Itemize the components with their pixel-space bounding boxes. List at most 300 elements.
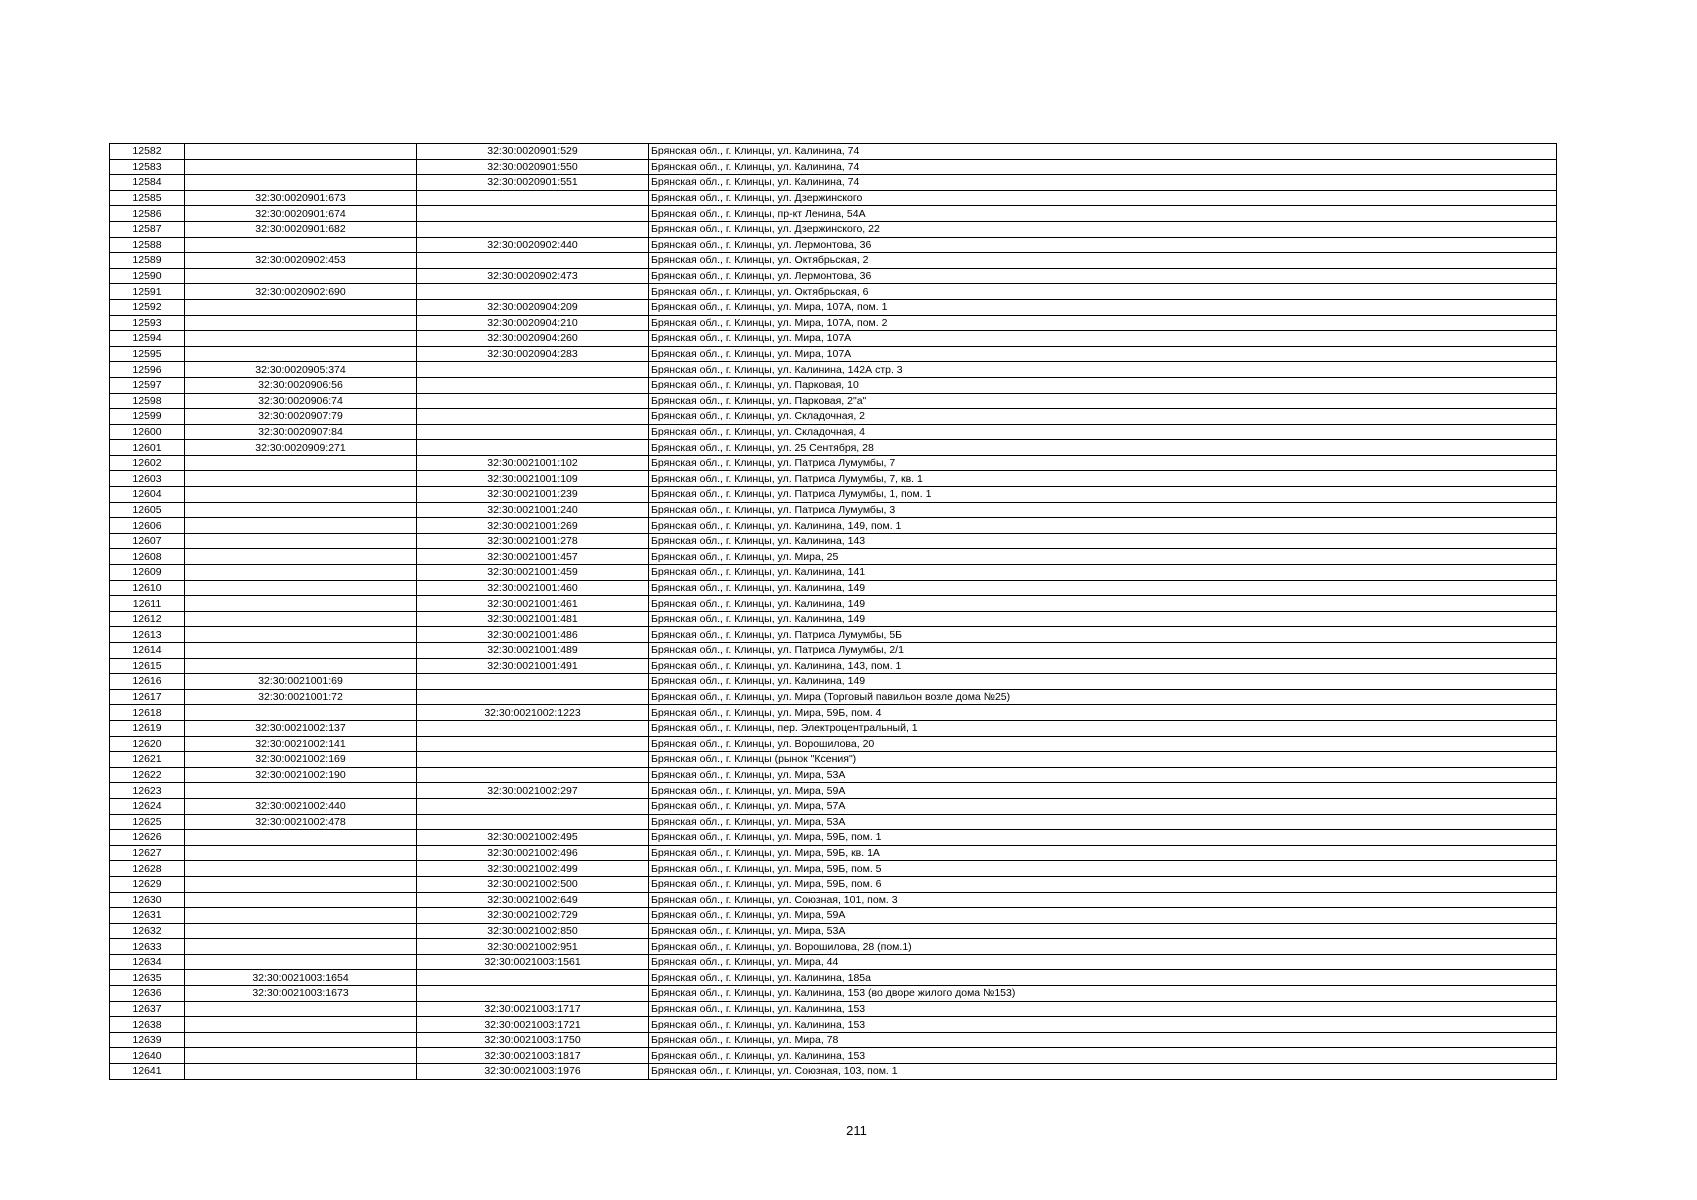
cadastral-number-alt-cell: 32:30:0021001:481 bbox=[417, 611, 649, 627]
cadastral-number-alt-cell: 32:30:0020901:551 bbox=[417, 175, 649, 191]
cadastral-number-alt-cell bbox=[417, 689, 649, 705]
table-row bbox=[110, 970, 1557, 986]
cadastral-number-cell bbox=[185, 892, 417, 908]
row-number-cell: 12631 bbox=[110, 908, 185, 924]
row-number-cell: 12597 bbox=[110, 377, 185, 393]
row-number-cell: 12603 bbox=[110, 471, 185, 487]
cadastral-number-alt-cell: 32:30:0021003:1561 bbox=[417, 954, 649, 970]
table-row bbox=[110, 720, 1557, 736]
row-number-cell: 12604 bbox=[110, 487, 185, 503]
address-cell: Брянская обл., г. Клинцы, ул. 25 Сентября, 28 bbox=[649, 440, 1557, 456]
address-cell: Брянская обл., г. Клинцы, ул. Союзная, 101, пом. 3 bbox=[649, 892, 1557, 908]
cadastral-number-cell bbox=[185, 705, 417, 721]
address-cell: Брянская обл., г. Клинцы, ул. Мира, 59Б, кв. 1А bbox=[649, 845, 1557, 861]
cadastral-number-alt-cell: 32:30:0021002:850 bbox=[417, 923, 649, 939]
address-cell: Брянская обл., г. Клинцы, ул. Мира, 59Б, пом. 1 bbox=[649, 830, 1557, 846]
row-number-cell: 12614 bbox=[110, 643, 185, 659]
row-number-cell: 12591 bbox=[110, 284, 185, 300]
address-cell: Брянская обл., г. Клинцы, ул. Мира, 59А bbox=[649, 783, 1557, 799]
table-row bbox=[110, 440, 1557, 456]
cadastral-number-cell bbox=[185, 580, 417, 596]
row-number-cell: 12618 bbox=[110, 705, 185, 721]
address-cell: Брянская обл., г. Клинцы, ул. Ворошилова, 28 (пом.1) bbox=[649, 939, 1557, 955]
row-number-cell: 12617 bbox=[110, 689, 185, 705]
cadastral-number-cell bbox=[185, 518, 417, 534]
row-number-cell: 12639 bbox=[110, 1032, 185, 1048]
row-number-cell: 12598 bbox=[110, 393, 185, 409]
table-row bbox=[110, 861, 1557, 877]
address-cell: Брянская обл., г. Клинцы, ул. Патриса Лумумбы, 7, кв. 1 bbox=[649, 471, 1557, 487]
row-number-cell: 12600 bbox=[110, 424, 185, 440]
cadastral-number-alt-cell bbox=[417, 409, 649, 425]
cadastral-number-cell: 32:30:0020901:673 bbox=[185, 190, 417, 206]
cadastral-number-cell bbox=[185, 908, 417, 924]
cadastral-number-cell bbox=[185, 627, 417, 643]
cadastral-number-alt-cell: 32:30:0020904:209 bbox=[417, 299, 649, 315]
cadastral-number-alt-cell: 32:30:0021001:109 bbox=[417, 471, 649, 487]
row-number-cell: 12583 bbox=[110, 159, 185, 175]
row-number-cell: 12626 bbox=[110, 830, 185, 846]
address-cell: Брянская обл., г. Клинцы, ул. Калинина, 149, пом. 1 bbox=[649, 518, 1557, 534]
table-row bbox=[110, 705, 1557, 721]
address-cell: Брянская обл., г. Клинцы, ул. Союзная, 103, пом. 1 bbox=[649, 1064, 1557, 1080]
cadastral-number-cell: 32:30:0021003:1654 bbox=[185, 970, 417, 986]
address-cell: Брянская обл., г. Клинцы, ул. Мира, 44 bbox=[649, 954, 1557, 970]
cadastral-number-cell bbox=[185, 487, 417, 503]
cadastral-number-alt-cell bbox=[417, 424, 649, 440]
row-number-cell: 12637 bbox=[110, 1001, 185, 1017]
address-cell: Брянская обл., г. Клинцы, ул. Калинина, 149 bbox=[649, 674, 1557, 690]
table-row bbox=[110, 814, 1557, 830]
table-row bbox=[110, 221, 1557, 237]
row-number-cell: 12621 bbox=[110, 752, 185, 768]
cadastral-number-alt-cell: 32:30:0021001:491 bbox=[417, 658, 649, 674]
cadastral-number-alt-cell bbox=[417, 377, 649, 393]
row-number-cell: 12585 bbox=[110, 190, 185, 206]
table-row bbox=[110, 331, 1557, 347]
cadastral-number-alt-cell bbox=[417, 393, 649, 409]
address-cell: Брянская обл., г. Клинцы, ул. Калинина, 149 bbox=[649, 580, 1557, 596]
cadastral-number-alt-cell: 32:30:0021002:495 bbox=[417, 830, 649, 846]
row-number-cell: 12635 bbox=[110, 970, 185, 986]
table-row bbox=[110, 674, 1557, 690]
cadastral-number-alt-cell bbox=[417, 221, 649, 237]
cadastral-number-alt-cell: 32:30:0021001:461 bbox=[417, 596, 649, 612]
cadastral-number-cell: 32:30:0021003:1673 bbox=[185, 986, 417, 1002]
address-cell: Брянская обл., г. Клинцы, ул. Ворошилова, 20 bbox=[649, 736, 1557, 752]
cadastral-number-alt-cell: 32:30:0021001:240 bbox=[417, 502, 649, 518]
row-number-cell: 12605 bbox=[110, 502, 185, 518]
address-cell: Брянская обл., г. Клинцы, ул. Калинина, 185а bbox=[649, 970, 1557, 986]
table-row bbox=[110, 689, 1557, 705]
table-row bbox=[110, 736, 1557, 752]
address-cell: Брянская обл., г. Клинцы, ул. Лермонтова, 36 bbox=[649, 237, 1557, 253]
table-row bbox=[110, 175, 1557, 191]
address-cell: Брянская обл., г. Клинцы, ул. Мира, 57А bbox=[649, 798, 1557, 814]
row-number-cell: 12630 bbox=[110, 892, 185, 908]
table-row bbox=[110, 752, 1557, 768]
address-cell: Брянская обл., г. Клинцы, ул. Мира, 59Б, пом. 4 bbox=[649, 705, 1557, 721]
table-row bbox=[110, 876, 1557, 892]
cadastral-number-cell: 32:30:0020902:453 bbox=[185, 253, 417, 269]
table-row bbox=[110, 1064, 1557, 1080]
table-row bbox=[110, 409, 1557, 425]
row-number-cell: 12625 bbox=[110, 814, 185, 830]
cadastral-number-cell: 32:30:0021002:440 bbox=[185, 798, 417, 814]
table-row bbox=[110, 206, 1557, 222]
row-number-cell: 12594 bbox=[110, 331, 185, 347]
table-row bbox=[110, 299, 1557, 315]
row-number-cell: 12601 bbox=[110, 440, 185, 456]
cadastral-number-alt-cell: 32:30:0021003:1721 bbox=[417, 1017, 649, 1033]
table-row bbox=[110, 518, 1557, 534]
cadastral-number-alt-cell bbox=[417, 986, 649, 1002]
address-cell: Брянская обл., г. Клинцы, ул. Мира, 53А bbox=[649, 767, 1557, 783]
cadastral-number-cell bbox=[185, 455, 417, 471]
registry-table bbox=[109, 143, 1557, 1080]
table-row bbox=[110, 845, 1557, 861]
row-number-cell: 12599 bbox=[110, 409, 185, 425]
table-row bbox=[110, 424, 1557, 440]
address-cell: Брянская обл., г. Клинцы, ул. Калинина, 143 bbox=[649, 533, 1557, 549]
cadastral-number-cell: 32:30:0021002:190 bbox=[185, 767, 417, 783]
cadastral-number-alt-cell: 32:30:0021002:729 bbox=[417, 908, 649, 924]
address-cell: Брянская обл., г. Клинцы, ул. Патриса Лумумбы, 5Б bbox=[649, 627, 1557, 643]
table-row bbox=[110, 908, 1557, 924]
table-row bbox=[110, 346, 1557, 362]
table-row bbox=[110, 627, 1557, 643]
row-number-cell: 12608 bbox=[110, 549, 185, 565]
cadastral-number-cell bbox=[185, 861, 417, 877]
table-row bbox=[110, 580, 1557, 596]
address-cell: Брянская обл., г. Клинцы, ул. Лермонтова, 36 bbox=[649, 268, 1557, 284]
cadastral-number-cell bbox=[185, 549, 417, 565]
table-row bbox=[110, 268, 1557, 284]
address-cell: Брянская обл., г. Клинцы, ул. Дзержинского bbox=[649, 190, 1557, 206]
address-cell: Брянская обл., г. Клинцы, ул. Складочная, 4 bbox=[649, 424, 1557, 440]
row-number-cell: 12628 bbox=[110, 861, 185, 877]
address-cell: Брянская обл., г. Клинцы, ул. Дзержинского, 22 bbox=[649, 221, 1557, 237]
table-row bbox=[110, 284, 1557, 300]
cadastral-number-cell bbox=[185, 939, 417, 955]
address-cell: Брянская обл., г. Клинцы, ул. Калинина, 74 bbox=[649, 159, 1557, 175]
cadastral-number-alt-cell bbox=[417, 752, 649, 768]
cadastral-number-cell bbox=[185, 331, 417, 347]
address-cell: Брянская обл., г. Клинцы (рынок "Ксения") bbox=[649, 752, 1557, 768]
cadastral-number-cell bbox=[185, 876, 417, 892]
address-cell: Брянская обл., г. Клинцы, пр-кт Ленина, 54А bbox=[649, 206, 1557, 222]
address-cell: Брянская обл., г. Клинцы, ул. Калинина, 149 bbox=[649, 611, 1557, 627]
cadastral-number-alt-cell bbox=[417, 284, 649, 300]
cadastral-number-alt-cell: 32:30:0020904:260 bbox=[417, 331, 649, 347]
cadastral-number-cell: 32:30:0021001:69 bbox=[185, 674, 417, 690]
cadastral-number-cell: 32:30:0020905:374 bbox=[185, 362, 417, 378]
cadastral-number-alt-cell bbox=[417, 253, 649, 269]
table-row bbox=[110, 939, 1557, 955]
cadastral-number-alt-cell: 32:30:0021003:1750 bbox=[417, 1032, 649, 1048]
cadastral-number-alt-cell: 32:30:0020904:210 bbox=[417, 315, 649, 331]
table-row bbox=[110, 658, 1557, 674]
cadastral-number-cell bbox=[185, 845, 417, 861]
cadastral-number-alt-cell: 32:30:0021001:457 bbox=[417, 549, 649, 565]
address-cell: Брянская обл., г. Клинцы, ул. Октябрьская, 6 bbox=[649, 284, 1557, 300]
table-row bbox=[110, 502, 1557, 518]
address-cell: Брянская обл., г. Клинцы, ул. Калинина, 153 bbox=[649, 1017, 1557, 1033]
address-cell: Брянская обл., г. Клинцы, ул. Мира, 107А bbox=[649, 331, 1557, 347]
cadastral-number-cell bbox=[185, 299, 417, 315]
table-row bbox=[110, 487, 1557, 503]
table-row bbox=[110, 253, 1557, 269]
cadastral-number-cell bbox=[185, 1017, 417, 1033]
row-number-cell: 12620 bbox=[110, 736, 185, 752]
row-number-cell: 12609 bbox=[110, 565, 185, 581]
table-row bbox=[110, 362, 1557, 378]
table-row bbox=[110, 159, 1557, 175]
address-cell: Брянская обл., г. Клинцы, ул. Парковая, 2"а" bbox=[649, 393, 1557, 409]
cadastral-number-alt-cell: 32:30:0020902:473 bbox=[417, 268, 649, 284]
cadastral-number-cell bbox=[185, 237, 417, 253]
address-cell: Брянская обл., г. Клинцы, ул. Мира, 25 bbox=[649, 549, 1557, 565]
cadastral-number-cell: 32:30:0021002:478 bbox=[185, 814, 417, 830]
table-row bbox=[110, 830, 1557, 846]
row-number-cell: 12584 bbox=[110, 175, 185, 191]
address-cell: Брянская обл., г. Клинцы, пер. Электроцентральный, 1 bbox=[649, 720, 1557, 736]
table-row bbox=[110, 315, 1557, 331]
cadastral-number-cell bbox=[185, 923, 417, 939]
cadastral-number-alt-cell: 32:30:0020901:550 bbox=[417, 159, 649, 175]
cadastral-number-cell bbox=[185, 502, 417, 518]
row-number-cell: 12596 bbox=[110, 362, 185, 378]
table-row bbox=[110, 892, 1557, 908]
address-cell: Брянская обл., г. Клинцы, ул. Калинина, 141 bbox=[649, 565, 1557, 581]
cadastral-number-cell: 32:30:0020909:271 bbox=[185, 440, 417, 456]
row-number-cell: 12593 bbox=[110, 315, 185, 331]
address-cell: Брянская обл., г. Клинцы, ул. Патриса Лумумбы, 2/1 bbox=[649, 643, 1557, 659]
cadastral-number-alt-cell bbox=[417, 798, 649, 814]
cadastral-number-cell: 32:30:0020906:74 bbox=[185, 393, 417, 409]
table-row bbox=[110, 1017, 1557, 1033]
table-row bbox=[110, 611, 1557, 627]
cadastral-number-cell bbox=[185, 611, 417, 627]
table-row bbox=[110, 1032, 1557, 1048]
row-number-cell: 12595 bbox=[110, 346, 185, 362]
cadastral-number-alt-cell bbox=[417, 440, 649, 456]
table-row bbox=[110, 1001, 1557, 1017]
row-number-cell: 12633 bbox=[110, 939, 185, 955]
cadastral-number-alt-cell: 32:30:0021002:496 bbox=[417, 845, 649, 861]
table-row bbox=[110, 643, 1557, 659]
cadastral-number-cell bbox=[185, 1032, 417, 1048]
cadastral-number-alt-cell: 32:30:0021002:951 bbox=[417, 939, 649, 955]
row-number-cell: 12632 bbox=[110, 923, 185, 939]
cadastral-number-alt-cell bbox=[417, 190, 649, 206]
address-cell: Брянская обл., г. Клинцы, ул. Мира, 107А, пом. 1 bbox=[649, 299, 1557, 315]
cadastral-number-alt-cell: 32:30:0021001:460 bbox=[417, 580, 649, 596]
cadastral-number-alt-cell bbox=[417, 674, 649, 690]
row-number-cell: 12641 bbox=[110, 1064, 185, 1080]
table-row bbox=[110, 455, 1557, 471]
row-number-cell: 12589 bbox=[110, 253, 185, 269]
cadastral-number-cell bbox=[185, 954, 417, 970]
address-cell: Брянская обл., г. Клинцы, ул. Мира, 107А bbox=[649, 346, 1557, 362]
cadastral-number-cell: 32:30:0021002:169 bbox=[185, 752, 417, 768]
cadastral-number-alt-cell bbox=[417, 206, 649, 222]
cadastral-number-cell bbox=[185, 596, 417, 612]
address-cell: Брянская обл., г. Клинцы, ул. Калинина, 74 bbox=[649, 175, 1557, 191]
cadastral-number-cell bbox=[185, 1001, 417, 1017]
address-cell: Брянская обл., г. Клинцы, ул. Мира (Торговый павильон возле дома №25) bbox=[649, 689, 1557, 705]
table-row bbox=[110, 393, 1557, 409]
address-cell: Брянская обл., г. Клинцы, ул. Калинина, 74 bbox=[649, 144, 1557, 160]
address-cell: Брянская обл., г. Клинцы, ул. Калинина, 149 bbox=[649, 596, 1557, 612]
cadastral-number-cell: 32:30:0020901:682 bbox=[185, 221, 417, 237]
table-row bbox=[110, 767, 1557, 783]
table-row bbox=[110, 596, 1557, 612]
cadastral-number-cell bbox=[185, 268, 417, 284]
row-number-cell: 12586 bbox=[110, 206, 185, 222]
row-number-cell: 12616 bbox=[110, 674, 185, 690]
address-cell: Брянская обл., г. Клинцы, ул. Калинина, 153 bbox=[649, 1048, 1557, 1064]
cadastral-number-cell bbox=[185, 175, 417, 191]
cadastral-number-alt-cell bbox=[417, 814, 649, 830]
table-row bbox=[110, 565, 1557, 581]
cadastral-number-cell bbox=[185, 658, 417, 674]
row-number-cell: 12615 bbox=[110, 658, 185, 674]
cadastral-number-alt-cell: 32:30:0021002:500 bbox=[417, 876, 649, 892]
cadastral-number-cell: 32:30:0020901:674 bbox=[185, 206, 417, 222]
address-cell: Брянская обл., г. Клинцы, ул. Калинина, 142А стр. 3 bbox=[649, 362, 1557, 378]
row-number-cell: 12582 bbox=[110, 144, 185, 160]
cadastral-number-alt-cell: 32:30:0021002:297 bbox=[417, 783, 649, 799]
cadastral-number-alt-cell: 32:30:0021002:649 bbox=[417, 892, 649, 908]
row-number-cell: 12640 bbox=[110, 1048, 185, 1064]
cadastral-number-alt-cell: 32:30:0021003:1976 bbox=[417, 1064, 649, 1080]
table-row bbox=[110, 923, 1557, 939]
cadastral-number-cell bbox=[185, 346, 417, 362]
table-row bbox=[110, 549, 1557, 565]
cadastral-number-cell bbox=[185, 565, 417, 581]
row-number-cell: 12610 bbox=[110, 580, 185, 596]
row-number-cell: 12606 bbox=[110, 518, 185, 534]
row-number-cell: 12623 bbox=[110, 783, 185, 799]
cadastral-number-cell bbox=[185, 159, 417, 175]
row-number-cell: 12602 bbox=[110, 455, 185, 471]
row-number-cell: 12592 bbox=[110, 299, 185, 315]
address-cell: Брянская обл., г. Клинцы, ул. Патриса Лумумбы, 7 bbox=[649, 455, 1557, 471]
cadastral-number-alt-cell: 32:30:0021001:239 bbox=[417, 487, 649, 503]
address-cell: Брянская обл., г. Клинцы, ул. Патриса Лумумбы, 1, пом. 1 bbox=[649, 487, 1557, 503]
cadastral-number-cell: 32:30:0020902:690 bbox=[185, 284, 417, 300]
cadastral-number-alt-cell: 32:30:0020902:440 bbox=[417, 237, 649, 253]
cadastral-number-cell bbox=[185, 783, 417, 799]
cadastral-number-alt-cell: 32:30:0021002:1223 bbox=[417, 705, 649, 721]
cadastral-number-cell bbox=[185, 471, 417, 487]
cadastral-number-alt-cell: 32:30:0021001:278 bbox=[417, 533, 649, 549]
cadastral-number-alt-cell bbox=[417, 736, 649, 752]
cadastral-number-alt-cell bbox=[417, 767, 649, 783]
row-number-cell: 12587 bbox=[110, 221, 185, 237]
address-cell: Брянская обл., г. Клинцы, ул. Мира, 53А bbox=[649, 814, 1557, 830]
address-cell: Брянская обл., г. Клинцы, ул. Мира, 59Б, пом. 5 bbox=[649, 861, 1557, 877]
cadastral-number-cell: 32:30:0021002:137 bbox=[185, 720, 417, 736]
row-number-cell: 12613 bbox=[110, 627, 185, 643]
cadastral-number-cell bbox=[185, 533, 417, 549]
row-number-cell: 12612 bbox=[110, 611, 185, 627]
address-cell: Брянская обл., г. Клинцы, ул. Калинина, 153 bbox=[649, 1001, 1557, 1017]
address-cell: Брянская обл., г. Клинцы, ул. Мира, 78 bbox=[649, 1032, 1557, 1048]
address-cell: Брянская обл., г. Клинцы, ул. Патриса Лумумбы, 3 bbox=[649, 502, 1557, 518]
cadastral-number-alt-cell: 32:30:0021001:489 bbox=[417, 643, 649, 659]
cadastral-number-cell bbox=[185, 643, 417, 659]
row-number-cell: 12611 bbox=[110, 596, 185, 612]
row-number-cell: 12607 bbox=[110, 533, 185, 549]
table-row bbox=[110, 1048, 1557, 1064]
cadastral-number-alt-cell bbox=[417, 720, 649, 736]
row-number-cell: 12588 bbox=[110, 237, 185, 253]
cadastral-number-cell: 32:30:0021001:72 bbox=[185, 689, 417, 705]
row-number-cell: 12622 bbox=[110, 767, 185, 783]
cadastral-number-cell: 32:30:0021002:141 bbox=[185, 736, 417, 752]
table-row bbox=[110, 237, 1557, 253]
cadastral-number-alt-cell bbox=[417, 362, 649, 378]
table-row bbox=[110, 471, 1557, 487]
table-row bbox=[110, 144, 1557, 160]
cadastral-number-alt-cell: 32:30:0020901:529 bbox=[417, 144, 649, 160]
address-cell: Брянская обл., г. Клинцы, ул. Мира, 53А bbox=[649, 923, 1557, 939]
table-row bbox=[110, 986, 1557, 1002]
cadastral-number-cell: 32:30:0020906:56 bbox=[185, 377, 417, 393]
cadastral-number-cell bbox=[185, 1048, 417, 1064]
address-cell: Брянская обл., г. Клинцы, ул. Калинина, 143, пом. 1 bbox=[649, 658, 1557, 674]
cadastral-number-cell: 32:30:0020907:79 bbox=[185, 409, 417, 425]
cadastral-number-alt-cell: 32:30:0021003:1817 bbox=[417, 1048, 649, 1064]
cadastral-number-alt-cell: 32:30:0021003:1717 bbox=[417, 1001, 649, 1017]
row-number-cell: 12619 bbox=[110, 720, 185, 736]
row-number-cell: 12629 bbox=[110, 876, 185, 892]
cadastral-number-cell bbox=[185, 1064, 417, 1080]
cadastral-number-alt-cell bbox=[417, 970, 649, 986]
table-row bbox=[110, 783, 1557, 799]
cadastral-number-alt-cell: 32:30:0021001:486 bbox=[417, 627, 649, 643]
address-cell: Брянская обл., г. Клинцы, ул. Мира, 59А bbox=[649, 908, 1557, 924]
cadastral-number-cell bbox=[185, 144, 417, 160]
cadastral-number-alt-cell: 32:30:0021002:499 bbox=[417, 861, 649, 877]
table-row bbox=[110, 954, 1557, 970]
table-row bbox=[110, 190, 1557, 206]
row-number-cell: 12624 bbox=[110, 798, 185, 814]
address-cell: Брянская обл., г. Клинцы, ул. Складочная, 2 bbox=[649, 409, 1557, 425]
address-cell: Брянская обл., г. Клинцы, ул. Октябрьская, 2 bbox=[649, 253, 1557, 269]
address-cell: Брянская обл., г. Клинцы, ул. Калинина, 153 (во дворе жилого дома №153) bbox=[649, 986, 1557, 1002]
row-number-cell: 12638 bbox=[110, 1017, 185, 1033]
cadastral-number-cell bbox=[185, 315, 417, 331]
row-number-cell: 12627 bbox=[110, 845, 185, 861]
row-number-cell: 12636 bbox=[110, 986, 185, 1002]
row-number-cell: 12590 bbox=[110, 268, 185, 284]
cadastral-number-alt-cell: 32:30:0021001:102 bbox=[417, 455, 649, 471]
address-cell: Брянская обл., г. Клинцы, ул. Мира, 107А, пом. 2 bbox=[649, 315, 1557, 331]
table-row bbox=[110, 798, 1557, 814]
table-row bbox=[110, 377, 1557, 393]
address-cell: Брянская обл., г. Клинцы, ул. Парковая, 10 bbox=[649, 377, 1557, 393]
registry-table-body bbox=[110, 144, 1557, 1080]
table-row bbox=[110, 533, 1557, 549]
cadastral-number-alt-cell: 32:30:0021001:459 bbox=[417, 565, 649, 581]
cadastral-number-alt-cell: 32:30:0020904:283 bbox=[417, 346, 649, 362]
cadastral-number-alt-cell: 32:30:0021001:269 bbox=[417, 518, 649, 534]
cadastral-number-cell: 32:30:0020907:84 bbox=[185, 424, 417, 440]
cadastral-number-cell bbox=[185, 830, 417, 846]
